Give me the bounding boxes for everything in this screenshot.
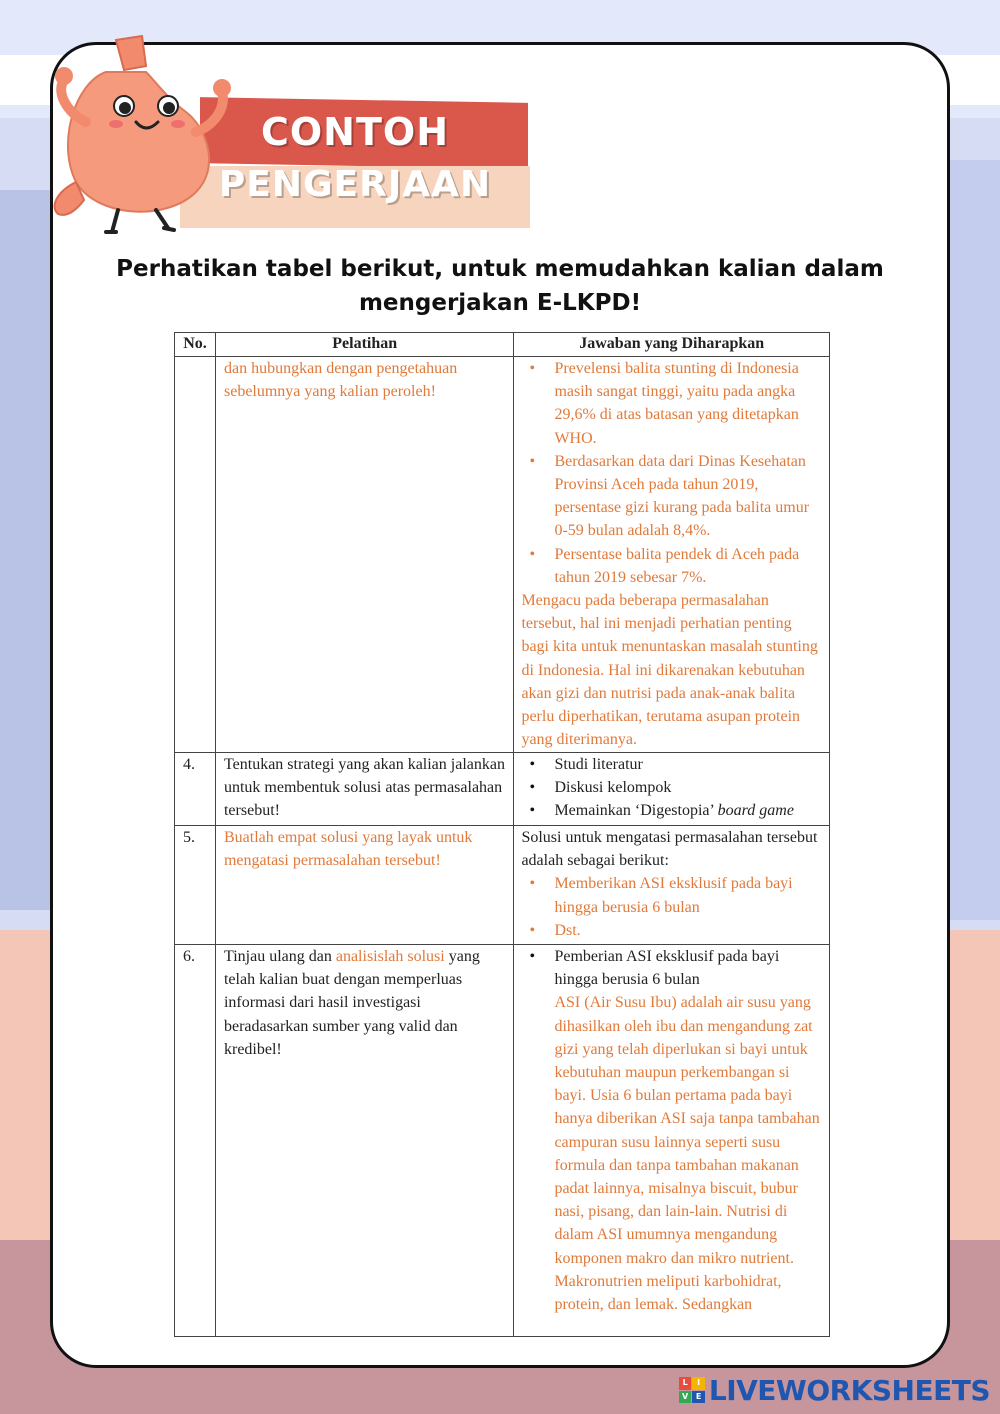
list-item: [521, 799, 822, 822]
row-jawaban: [514, 826, 830, 945]
table-row: [175, 357, 830, 753]
table-row: [175, 753, 830, 826]
list-item: • Prevelensi balita stunting di Indonesia masih sangat tinggi, yaitu pada angka 29,6% di atas batasan yang ditetapkan WHO.: [521, 357, 822, 450]
row-jawaban: [514, 357, 830, 753]
list-item: • Memberikan ASI eksklusif pada bayi hingga berusia 6 bulan: [521, 872, 822, 918]
list-item-text: Memainkan ‘Digestopia’: [554, 802, 718, 820]
title-line-1: CONTOH: [260, 110, 450, 154]
row-number: 5.: [175, 826, 216, 945]
list-item-italic: board game: [717, 802, 794, 820]
table-header-row: [175, 333, 830, 357]
list-item: • Berdasarkan data dari Dinas Kesehatan Provinsi Aceh pada tahun 2019, persentase gizi kurang pada balita umur 0-59 bulan adalah 8,4%.: [521, 450, 822, 543]
row-number: 6.: [175, 945, 216, 1337]
list-item: • Dst.: [521, 919, 822, 942]
list-item: • Persentase balita pendek di Aceh pada tahun 2019 sebesar 7%.: [521, 543, 822, 589]
row-pelatihan: dan hubungkan dengan pengetahuan sebelumnya yang kalian peroleh!: [215, 357, 513, 753]
liveworksheets-logo-icon: L I V E: [679, 1377, 705, 1403]
table-row: [175, 945, 830, 1337]
pelatihan-highlight: analisislah solusi: [335, 948, 445, 965]
row-jawaban: [514, 945, 830, 1337]
instruction-text: Perhatikan tabel berikut, untuk memudahkan kalian dalam mengerjakan E-LKPD!: [116, 256, 884, 316]
row-number: 4.: [175, 753, 216, 826]
brand-name: LIVEWORKSHEETS: [708, 1373, 990, 1407]
header-pelatihan: Pelatihan: [215, 333, 513, 357]
pelatihan-text: Tinjau ulang dan: [223, 948, 336, 965]
table-row: [175, 826, 830, 945]
list-item: • Pemberian ASI eksklusif pada bayi hingga berusia 6 bulan: [521, 945, 822, 991]
answer-paragraph: Mengacu pada beberapa permasalahan tersebut, hal ini menjadi perhatian penting bagi kita untuk menuntaskan masalah stunting di Indonesia. Hal ini dikarenakan kebutuhan akan gizi dan nutrisi pada anak-anak balita perlu diperhatikan, terutama asupan protein yang diterimanya.: [521, 592, 818, 749]
answer-intro: Solusi untuk mengatasi permasalahan tersebut adalah sebagai berikut:: [521, 829, 818, 870]
row-pelatihan: Tentukan strategi yang akan kalian jalankan untuk membentuk solusi atas permasalahan tersebut!: [215, 753, 513, 826]
row-number: [175, 357, 216, 753]
row-pelatihan: Buatlah empat solusi yang layak untuk mengatasi permasalahan tersebut!: [215, 826, 513, 945]
liveworksheets-brand: [679, 1372, 990, 1408]
list-item: • Diskusi kelompok: [521, 776, 822, 799]
answer-table: [174, 332, 830, 1337]
header-jawaban: Jawaban yang Diharapkan: [514, 333, 830, 357]
answer-explanation: ASI (Air Susu Ibu) adalah air susu yang dihasilkan oleh ibu dan mengandung zat gizi yang telah diperlukan si bayi untuk kebutuhan maupun perkembangan si bayi. Usia 6 bulan pertama pada bayi hanya diberikan ASI saja tanpa tambahan campuran susu lainnya seperti susu formula dan tanpa tambahan makanan padat lainnya, misalnya biscuit, bubur nasi, pisang, dan lain-lain. Nutrisi di dalam ASI umumnya mengandung komponen makro dan mikro nutrient. Makronutrien meliputi karbohidrat, protein, dan lemak. Sedangkan: [554, 994, 820, 1314]
row-jawaban: [514, 753, 830, 826]
pelatihan-text: yang telah kalian buat dengan memperluas informasi dari hasil investigasi beradasarkan sumber yang valid dan kredibel!: [223, 948, 480, 1058]
list-item: • Studi literatur: [521, 753, 822, 776]
header-no: No.: [175, 333, 216, 357]
title-line-2: PENGERJAAN: [218, 164, 492, 205]
row-pelatihan: [215, 945, 513, 1337]
